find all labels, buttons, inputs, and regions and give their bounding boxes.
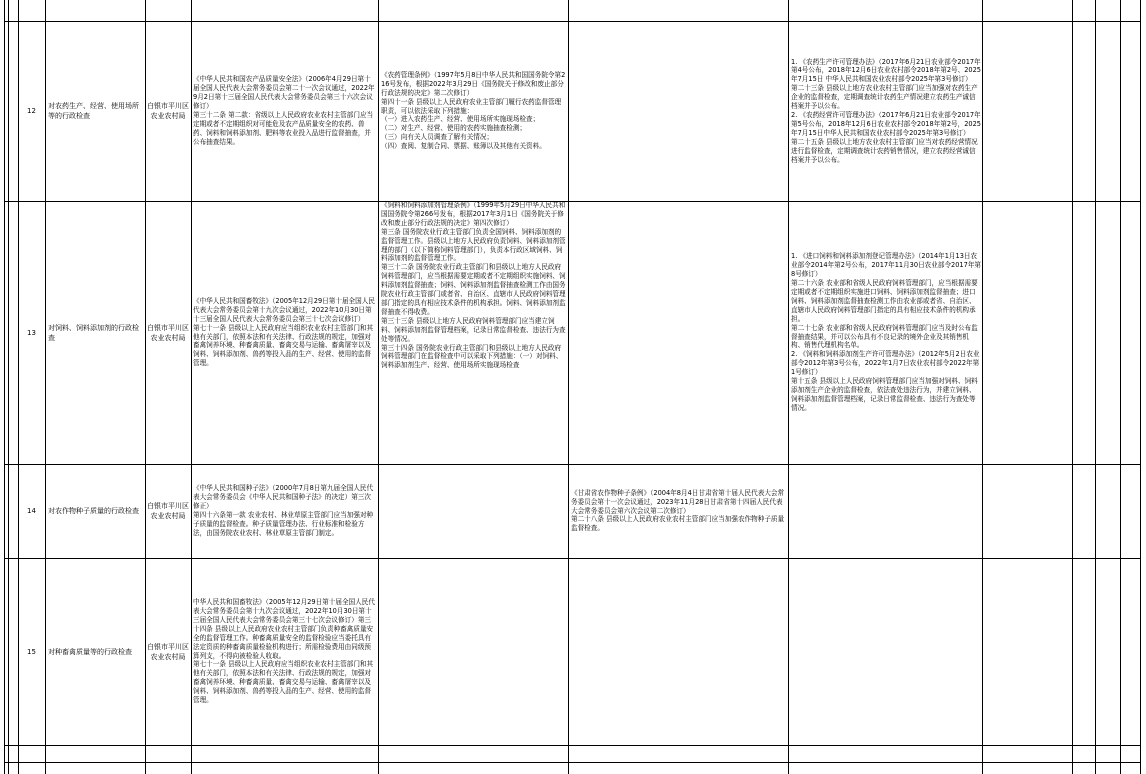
implementing-authority-text: 白银市平川区农业农村局: [147, 502, 189, 520]
grid-line: [4, 0, 5, 774]
implementing-authority: [147, 21, 189, 201]
grid-line: [982, 0, 983, 774]
local-regulation-basis-text: 《甘肃省农作物种子条例》（2004年8月4日甘肃省第十届人民代表大会常务委员会第十一次会议通过，2023年11月28日甘肃省第十四届人民代表大会常务委员会第六次会议第二次修订） 第二十八条 县级以上人民政府农业农村主管部门应当加强农作物种子质量监督检查。: [571, 488, 785, 533]
row-number: [18, 201, 45, 464]
inspection-item-text: 对农药生产、经营、使用场所等的行政检查: [48, 102, 139, 120]
row-number-text: 12: [27, 107, 36, 115]
department-rules-basis: [791, 558, 981, 745]
law-basis-text: 《中华人民共和国畜牧法》（2005年12月29日第十届全国人民代表大会常务委员会第十九次会议通过，2022年10月30日第十三届全国人民代表大会常务委员会第三十七次会议修订） 第七十一条 县级以上人民政府应当组织农业农村主管部门和其他有关部门，依照本法和有关法律、行政法规的规定，加强对畜禽饲养环境、种畜禽质量、畜禽交易与运输、畜禽屠宰以及饲料、饲料添加剂、兽药等投入品的生产、经营、使用的监督管理。: [193, 296, 375, 368]
grid-line: [378, 0, 379, 774]
grid-line: [568, 0, 569, 774]
grid-line: [4, 762, 1141, 763]
inspection-item: [48, 464, 143, 558]
implementing-authority-text: 白银市平川区农业农村局: [147, 323, 189, 342]
grid-line: [1072, 0, 1073, 774]
row-number: [18, 558, 45, 745]
row-number: [18, 21, 45, 201]
law-basis-text: 《中华人民共和国农产品质量安全法》（2006年4月29日第十届全国人民代表大会常务委员会第二十一次会议通过，2022年9月2日第十三届全国人民代表大会常务委员会第三十六次会议修订） 第三十二条 第二款：省级以上人民政府农业农村主管部门应当定期或者不定期组织对可能危及农产品质量安全的农药、兽药、饲料和饲料添加剂、肥料等农业投入品进行监督抽查，并公布抽查结果。: [193, 75, 375, 146]
law-basis: [193, 464, 376, 558]
inspection-item-text: 对种畜禽质量等的行政检查: [48, 647, 132, 656]
regulation-basis: [381, 558, 567, 745]
row-number-text: 13: [27, 328, 36, 337]
regulation-basis: [381, 21, 567, 201]
grid-line: [145, 0, 146, 774]
local-regulation-basis: [571, 201, 786, 464]
department-rules-basis: [791, 21, 981, 201]
row-number-text: 14: [27, 507, 36, 515]
regulation-basis: [381, 201, 567, 464]
implementing-authority: [147, 558, 189, 745]
law-basis-text: 中华人民共和国畜牧法》（2005年12月29日第十届全国人民代表大会常务委员会第十九次会议通过，2022年10月30日第十三届全国人民代表大会常务委员会第三十七次会议修订）第三十四条 县级以上人民政府农业农村主管部门负责种畜禽质量安全的监督管理工作。种畜禽质量安全的监督检验应当委托具有法定资质的种畜禽质量检验机构进行；所需检验费用由同级预算列支，不得向被检验人收取。 第七十一条 县级以上人民政府应当组织农业农村主管部门和其他有关部门，依照本法和有关法律、行政法规的规定，加强对畜禽饲养环境、种畜禽质量、畜禽交易与运输、畜禽屠宰以及饲料、饲料添加剂、兽药等投入品的生产、经营、使用的监督管理。: [193, 598, 375, 705]
department-rules-basis-text: 1. 《进口饲料和饲料添加剂登记管理办法》（2014年1月13日农业部令2014年第2号公布，2017年11月30日农业部令2017年第8号修订） 第二十六条 农业部和省级人民政府饲料管理部门，应当根据需要定期或者不定期组织实施进口饲料、饲料添加剂监督抽查；进口饲料、饲料添加剂监督抽查检测工作由农业部或者省、自治区、直辖市人民政府饲料管理部门指定的具有相应技术条件的机构承担。 第二十七条 农业部和省级人民政府饲料管理部门应当及时公布监督抽查结果，并可以公布具有不良记录的境外企业及其销售机构、销售代理机构名单。 2. 《饲料和饲料添加剂生产许可管理办法》（2012年5月2日农业部令2012年第3号公布，2022年1月7日农业农村部令2022年第1号修订） 第十五条 县级以上人民政府饲料管理部门应当加强对饲料、饲料添加剂生产企业的监督检查，依法查处违法行为，并建立饲料、饲料添加剂监督管理档案，记录日常监督检查、违法行为查处等情况。: [791, 252, 981, 412]
grid-line: [1140, 0, 1141, 774]
law-basis: [193, 21, 376, 201]
department-rules-basis: [791, 201, 981, 464]
regulation-basis: [381, 464, 567, 558]
implementing-authority: [147, 464, 189, 558]
local-regulation-basis: [571, 21, 786, 201]
grid-line: [1120, 0, 1121, 774]
department-rules-basis: [791, 464, 981, 558]
local-regulation-basis: [571, 464, 786, 558]
department-rules-basis-text: 1. 《农药生产许可管理办法》（2017年6月21日农业部令2017年第4号公布，2018年12月6日农业农村部令2018年第2号、2025年7月15日 中华人民共和国农业农村部令2025年第3号修订） 第二十三条 县级以上地方农业农村主管部门应当加强对农药生产企业的监督检查，定期调查统计农药生产情况建立农药生产诚信档案并予以公布。 2. 《农药经营许可管理办法》（2017年6月21日农业部令2017年第5号公布，2018年12月6日农业农村部令2018年第2号，2025年7月15日中华人民共和国农业农村部令2025年第3号修订） 第二十五条 县级以上地方农业农村主管部门应当对农药经营情况进行监督检查，定期调查统计农药销售情况，建立农药经营诚信档案并予以公布。: [791, 57, 981, 164]
law-basis: [193, 558, 376, 745]
law-basis: [193, 201, 376, 464]
law-basis-text: 《中华人民共和国种子法》（2000年7月8日第九届全国人民代表大会常务委员会《中华人民共和国种子法》的决定）第三次修正） 第四十六条第一款 农业农村、林业草原主管部门应当加强对种子质量的监督检查。种子质量管理办法、行业标准和检验方法，由国务院农业农村、林业草原主管部门制定。: [193, 484, 374, 537]
implementing-authority-text: 白银市平川区农业农村局: [147, 102, 189, 120]
inspection-item: [48, 558, 143, 745]
local-regulation-basis: [571, 558, 786, 745]
regulation-basis-text: 《饲料和饲料添加剂管理条例》（1999年5月29日中华人民共和国国务院令第266号发布，根据2017年3月1日《国务院关于修改和废止部分行政法规的决定》第四次修订） 第三条 国务院农业行政主管部门负责全国饲料、饲料添加剂的监督管理工作。县级以上地方人民政府负责饲料、饲料添加剂管理的部门（以下简称饲料管理部门），负责本行政区域饲料、饲料添加剂的监督管理工作。 第三十二条 国务院农业行政主管部门和县级以上地方人民政府饲料管理部门，应当根据需要定期或者不定期组织实施饲料、饲料添加剂监督抽查；饲料、饲料添加剂监督抽查检测工作由国务院农业行政主管部门或者省、自治区、直辖市人民政府饲料管理部门指定的具有相应技术条件的机构承担。饲料、饲料添加剂监督抽查不得收费。 第三十三条 县级以上地方人民政府饲料管理部门应当建立饲料、饲料添加剂监督管理档案，记录日常监督检查、违法行为查处等情况。 第三十四条 国务院农业行政主管部门和县级以上地方人民政府饲料管理部门在监督检查中可以采取下列措施：（一）对饲料、饲料添加剂生产、经营、使用场所实施现场检查: [381, 201, 566, 370]
row-number-text: 15: [27, 647, 36, 656]
implementing-authority: [147, 201, 189, 464]
grid-line: [45, 0, 46, 774]
grid-line: [788, 0, 789, 774]
inspection-item-text: 对饲料、饲料添加剂的行政检查: [48, 323, 139, 342]
grid-line: [1095, 0, 1096, 774]
row-number: [18, 464, 45, 558]
grid-line: [191, 0, 192, 774]
inspection-item: [48, 21, 143, 201]
inspection-item: [48, 201, 143, 464]
grid-line: [4, 745, 1141, 746]
inspection-item-text: 对农作物种子质量的行政检查: [48, 507, 139, 515]
regulation-basis-text: 《农药管理条例》（1997年5月8日中华人民共和国国务院令第216号发布，根据2022年3月29日《国务院关于修改和废止部分行政法规的决定》第二次修订） 第四十一条 县级以上人民政府农业主管部门履行农药监督管理职责，可以依法采取下列措施： （一）进入农药生产、经营、使用场所实施现场检查； （二）对生产、经营、使用的农药实施抽查检测； （三）向有关人员调查了解有关情况； （四）查阅、复制合同、票据、账簿以及其他有关资料。: [381, 70, 566, 151]
implementing-authority-text: 白银市平川区农业农村局: [147, 642, 189, 661]
grid-line: [8, 0, 9, 774]
